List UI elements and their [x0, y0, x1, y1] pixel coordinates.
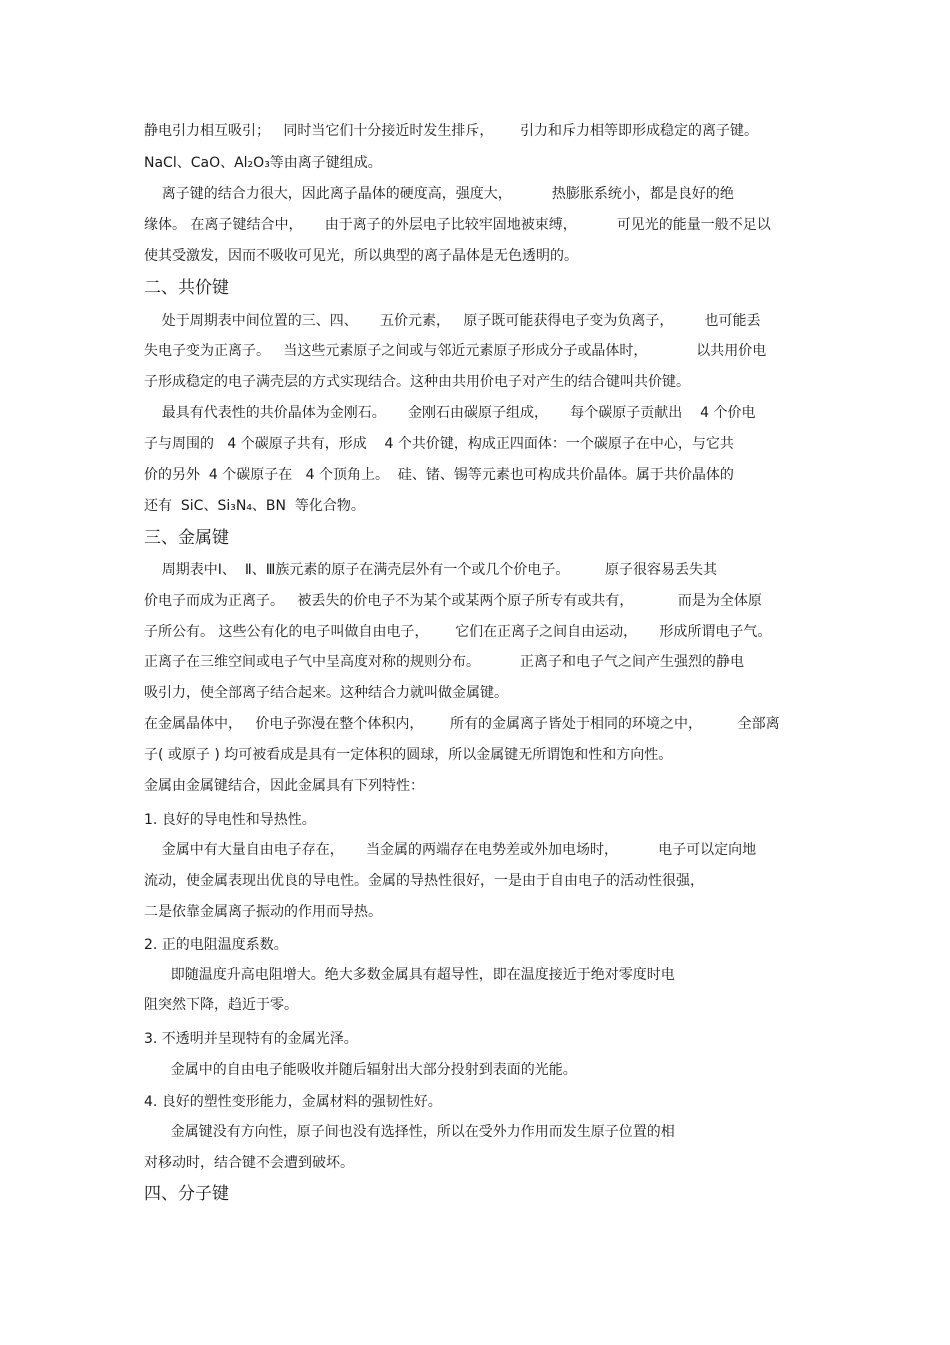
paragraph-line: 子与周围的 4 个碳原子共有，形成 4 个共价键，构成正四面体：一个碳原子在中心，与它共: [144, 436, 734, 452]
paragraph-line: 缘体。 在离子键结合中， 由于离子的外层电子比较牢固地被束缚， 可见光的能量一般不足以: [144, 217, 771, 233]
paragraph-line: 金属由金属键结合，因此金属具有下列特性：: [144, 778, 424, 794]
paragraph-line: 对移动时，结合键不会遭到破坏。: [144, 1155, 354, 1171]
section-heading-molecular: 四、分子键: [144, 1184, 229, 1204]
paragraph-line: 流动，使金属表现出优良的导电性。金属的导热性很好，一是由于自由电子的活动性很强，: [144, 873, 704, 889]
paragraph-line: 子( 或原子 ) 均可被看成是具有一定体积的圆球，所以金属键无所谓饱和性和方向性。: [144, 747, 673, 763]
list-item: 3. 不透明并呈现特有的金属光泽。: [144, 1031, 358, 1047]
paragraph-line: 价电子而成为正离子。 被丢失的价电子不为某个或某两个原子所专有或共有， 而是为全体原: [144, 593, 762, 609]
paragraph-line: 金属中有大量自由电子存在， 当金属的两端存在电势差或外加电场时， 电子可以定向地: [144, 842, 757, 858]
paragraph-line: 二是依靠金属离子振动的作用而导热。: [144, 904, 382, 920]
paragraph-line: 正离子在三维空间或电子气中呈高度对称的规则分布。 正离子和电子气之间产生强烈的静电: [144, 654, 745, 670]
paragraph-line: 价的另外 4 个碳原子在 4 个顶角上。 硅、锗、锡等元素也可构成共价晶体。属于共价晶体的: [144, 467, 734, 483]
paragraph-line: 金属中的自由电子能吸收并随后辐射出大部分投射到表面的光能。: [144, 1062, 577, 1078]
paragraph-line: 子所公有。 这些公有化的电子叫做自由电子， 它们在正离子之间自由运动， 形成所谓电子气。: [144, 624, 772, 640]
paragraph-line: 使其受激发，因而不吸收可见光，所以典型的离子晶体是无色透明的。: [144, 248, 578, 264]
paragraph-line: 子形成稳定的电子满壳层的方式实现结合。这种由共用价电子对产生的结合键叫共价键。: [144, 374, 690, 390]
paragraph-line: 处于周期表中间位置的三、四、 五价元素， 原子既可能获得电子变为负离子， 也可能丢: [144, 313, 761, 329]
list-item: 1. 良好的导电性和导热性。: [144, 812, 316, 828]
paragraph-line: 失电子变为正离子。 当这些元素原子之间或与邻近元素原子形成分子或晶体时， 以共用价电: [144, 343, 767, 359]
section-heading-covalent: 二、共价键: [144, 278, 229, 298]
paragraph-line: 离子键的结合力很大，因此离子晶体的硬度高，强度大， 热膨胀系统小，都是良好的绝: [144, 186, 734, 202]
paragraph-line: 吸引力，使全部离子结合起来。这种结合力就叫做金属键。: [144, 685, 508, 701]
paragraph-line: 即随温度升高电阻增大。绝大多数金属具有超导性，即在温度接近于绝对零度时电: [144, 967, 675, 983]
paragraph-line: 静电引力相互吸引； 同时当它们十分接近时发生排斥， 引力和斥力相等即形成稳定的离子键。: [144, 123, 759, 139]
list-item: 2. 正的电阻温度系数。: [144, 937, 288, 953]
paragraph-line: 阻突然下降，趋近于零。: [144, 997, 298, 1013]
paragraph-line: NaCl、CaO、Al₂O₃等由离子键组成。: [144, 155, 382, 171]
paragraph-line: 金属键没有方向性，原子间也没有选择性，所以在受外力作用而发生原子位置的相: [144, 1124, 675, 1140]
paragraph-line: 还有 SiC、Si₃N₄、BN 等化合物。: [144, 498, 365, 514]
paragraph-line: 周期表中Ⅰ、 Ⅱ、Ⅲ族元素的原子在满壳层外有一个或几个价电子。 原子很容易丢失其: [144, 562, 717, 578]
list-item: 4. 良好的塑性变形能力，金属材料的强韧性好。: [144, 1094, 442, 1110]
section-heading-metallic: 三、金属键: [144, 528, 229, 548]
paragraph-line: 最具有代表性的共价晶体为金刚石。 金刚石由碳原子组成， 每个碳原子贡献出 4 个价电: [144, 405, 756, 421]
paragraph-line: 在金属晶体中， 价电子弥漫在整个体积内， 所有的金属离子皆处于相同的环境之中， 全部离: [144, 716, 780, 732]
